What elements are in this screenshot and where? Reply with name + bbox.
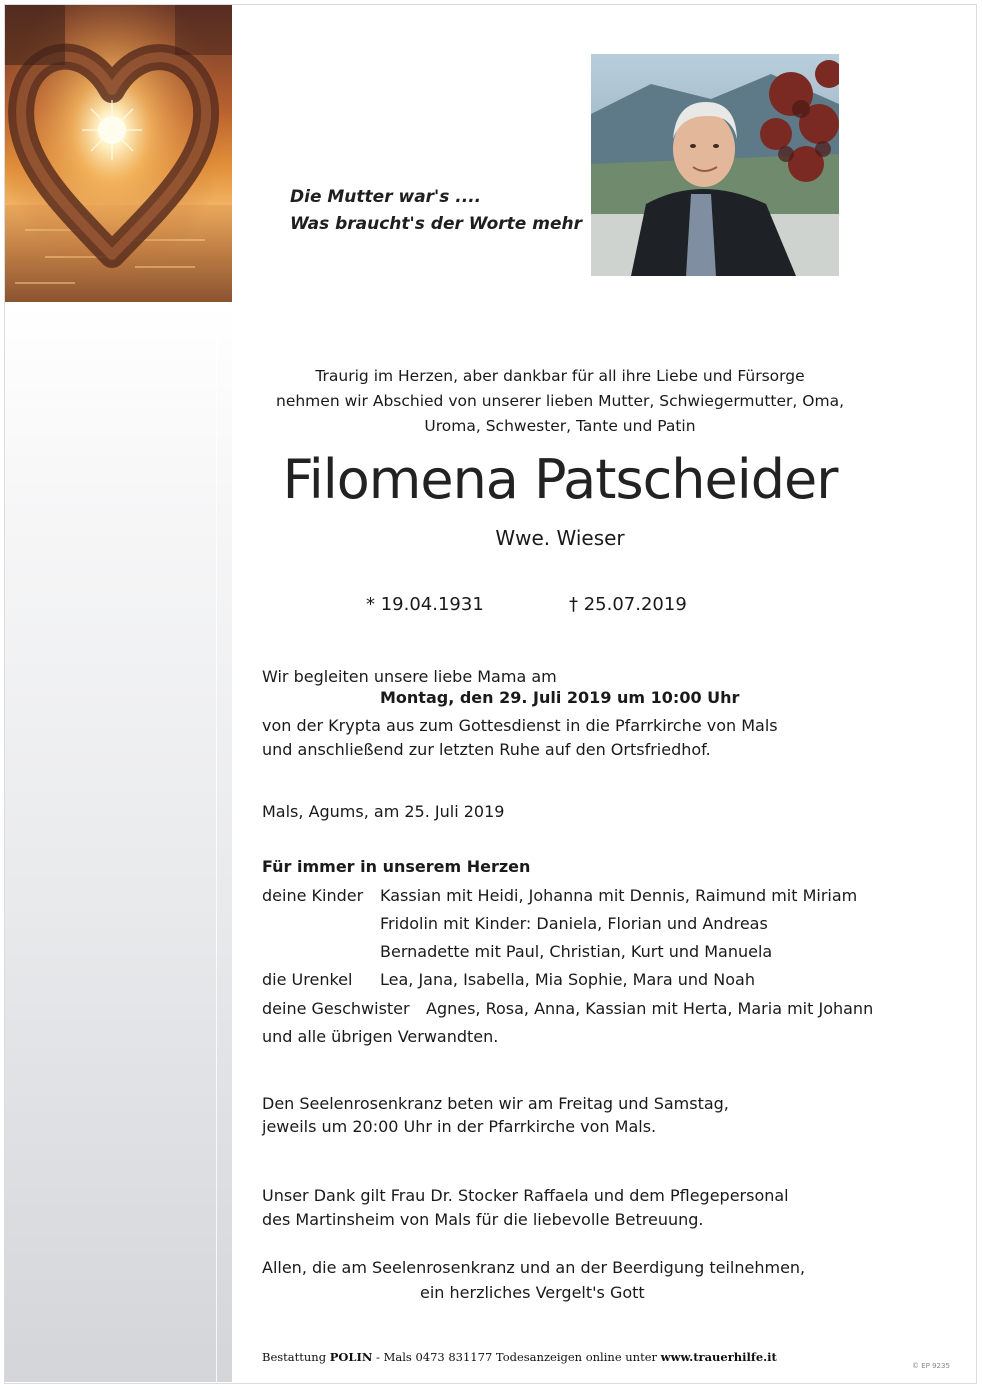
siblings-names: Agnes, Rosa, Anna, Kassian mit Herta, Maria mit Johann (426, 999, 874, 1018)
great-grandchildren-names: Lea, Jana, Isabella, Mia Sophie, Mara und Noah (380, 970, 755, 989)
heart-hands-sunset-image (5, 5, 232, 302)
memorial-quote (290, 184, 582, 238)
widow-of: Wwe. Wieser (495, 526, 625, 550)
quote-line-1: Die Mutter war's .... (290, 187, 482, 207)
children-line-3: Bernadette mit Paul, Christian, Kurt und Manuela (380, 942, 773, 961)
children-line-2: Fridolin mit Kinder: Daniela, Florian und Andreas (380, 914, 768, 933)
place-date: Mals, Agums, am 25. Juli 2019 (262, 802, 505, 821)
closing-line-1: Allen, die am Seelenrosenkranz und an der Beerdigung teilnehmen, (262, 1258, 806, 1277)
rosary-line-2: jeweils um 20:00 Uhr in der Pfarrkirche von Mals. (262, 1117, 657, 1136)
intro-line-3: Uroma, Schwester, Tante und Patin (424, 417, 696, 435)
side-band-divider (216, 302, 217, 1382)
children-line-1: Kassian mit Heidi, Johanna mit Dennis, Raimund mit Miriam (380, 886, 858, 905)
print-code: © EP 9235 (912, 1362, 950, 1370)
intro-line-1: Traurig im Herzen, aber dankbar für all ihre Liebe und Fürsorge (315, 367, 805, 385)
funeral-line-1: Wir begleiten unsere liebe Mama am (262, 667, 557, 686)
intro-text (240, 364, 880, 439)
heart-hands-illustration (5, 5, 232, 302)
portrait-photo (591, 54, 839, 276)
footer-company: POLIN (329, 1350, 373, 1364)
footer-prefix: Bestattung (262, 1350, 330, 1364)
intro-line-2: nehmen wir Abschied von unserer lieben Mutter, Schwiegermutter, Oma, (276, 392, 844, 410)
footer-line (262, 1350, 777, 1364)
footer-website-link[interactable]: www.trauerhilfe.it (660, 1350, 777, 1364)
birth-date: * 19.04.1931 (366, 594, 484, 615)
deceased-name: Filomena Patscheider (282, 448, 838, 511)
funeral-line-3: von der Krypta aus zum Gottesdienst in die Pfarrkirche von Mals (262, 716, 778, 735)
family-heading: Für immer in unserem Herzen (262, 857, 531, 876)
quote-line-2: Was braucht's der Worte mehr (290, 214, 582, 234)
thanks-line-2: des Martinsheim von Mals für die liebevolle Betreuung. (262, 1210, 704, 1229)
thanks-line-1: Unser Dank gilt Frau Dr. Stocker Raffaela und dem Pflegepersonal (262, 1186, 789, 1205)
rosary-line-1: Den Seelenrosenkranz beten wir am Freitag und Samstag, (262, 1094, 729, 1113)
portrait-illustration (591, 54, 839, 276)
funeral-line-4: und anschließend zur letzten Ruhe auf den Ortsfriedhof. (262, 740, 711, 759)
death-date: † 25.07.2019 (569, 594, 687, 615)
children-label: deine Kinder (262, 886, 364, 905)
footer-middle: - Mals 0473 831177 Todesanzeigen online unter (372, 1350, 661, 1364)
great-grandchildren-label: die Urenkel (262, 970, 353, 989)
siblings-label: deine Geschwister (262, 999, 410, 1018)
side-gradient-band (5, 302, 232, 1382)
other-relatives: und alle übrigen Verwandten. (262, 1027, 499, 1046)
funeral-date: Montag, den 29. Juli 2019 um 10:00 Uhr (380, 688, 740, 707)
closing-line-2: ein herzliches Vergelt's Gott (420, 1283, 645, 1302)
